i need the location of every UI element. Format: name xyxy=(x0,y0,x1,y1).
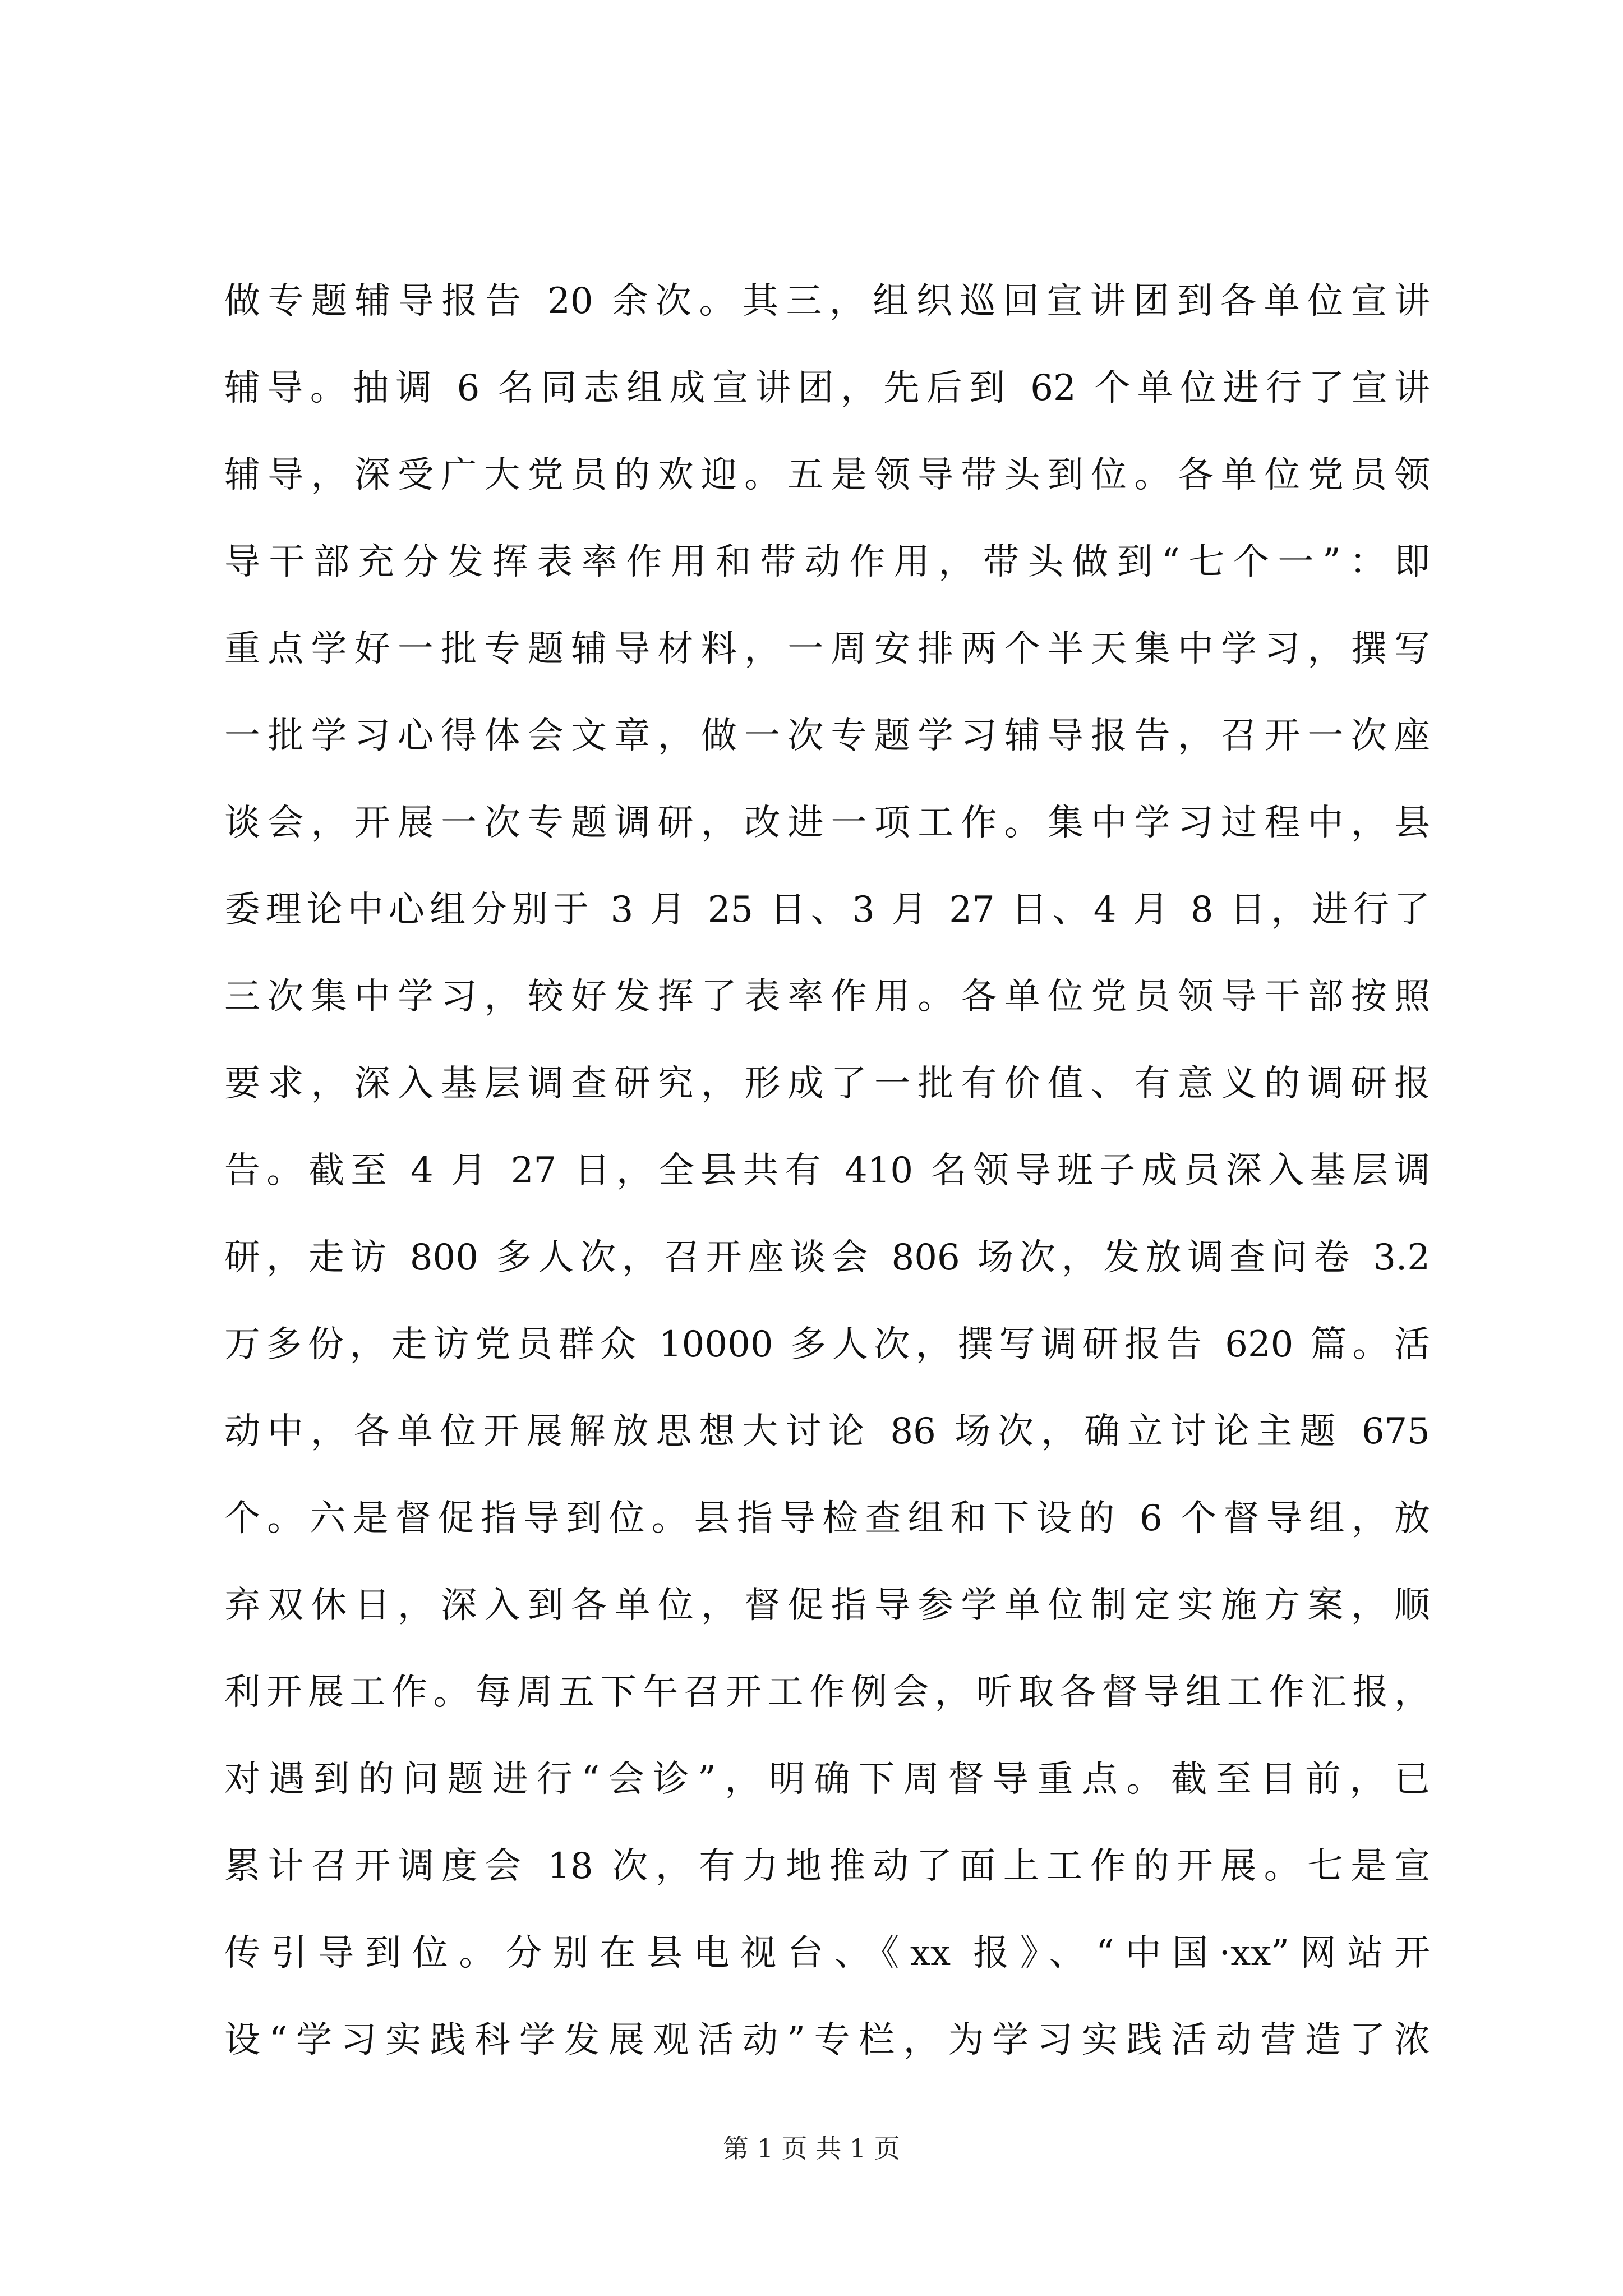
text-line: 传引导到位。分别在县电视台、《xx 报》、“中国·xx”网站开 xyxy=(224,1932,1430,1974)
text-line: 累计召开调度会 18 次，有力地推动了面上工作的开展。七是宣 xyxy=(224,1846,1430,1887)
text-line: 三次集中学习，较好发挥了表率作用。各单位党员领导干部按照 xyxy=(224,976,1430,1018)
text-line: 设“学习实践科学发展观活动”专栏，为学习实践活动营造了浓 xyxy=(224,2019,1430,2061)
text-line: 动中，各单位开展解放思想大讨论 86 场次，确立讨论主题 675 xyxy=(224,1411,1430,1452)
text-line: 弃双休日，深入到各单位，督促指导参学单位制定实施方案，顺 xyxy=(224,1585,1430,1626)
body-text xyxy=(224,258,1430,2084)
text-line: 万多份，走访党员群众 10000 多人次，撰写调研报告 620 篇。活 xyxy=(224,1324,1430,1365)
text-line: 导干部充分发挥表率作用和带动作用，带头做到“七个一”：即 xyxy=(224,541,1430,583)
text-line: 告。截至 4 月 27 日，全县共有 410 名领导班子成员深入基层调 xyxy=(224,1150,1430,1191)
text-line: 做专题辅导报告 20 余次。其三，组织巡回宣讲团到各单位宣讲 xyxy=(224,280,1430,322)
page-number-label: 第 1 页 共 1 页 xyxy=(723,2133,900,2164)
text-line: 要求，深入基层调查研究，形成了一批有价值、有意义的调研报 xyxy=(224,1063,1430,1105)
text-line: 重点学好一批专题辅导材料，一周安排两个半天集中学习，撰写 xyxy=(224,628,1430,670)
text-line: 辅导，深受广大党员的欢迎。五是领导带头到位。各单位党员领 xyxy=(224,454,1430,496)
text-line: 一批学习心得体会文章，做一次专题学习辅导报告，召开一次座 xyxy=(224,715,1430,757)
text-line: 委理论中心组分别于 3 月 25 日、3 月 27 日、4 月 8 日，进行了 xyxy=(224,889,1430,931)
text-line: 利开展工作。每周五下午召开工作例会，听取各督导组工作汇报， xyxy=(224,1672,1430,1713)
text-line: 谈会，开展一次专题调研，改进一项工作。集中学习过程中，县 xyxy=(224,802,1430,844)
text-line: 个。六是督促指导到位。县指导检查组和下设的 6 个督导组，放 xyxy=(224,1498,1430,1539)
text-line: 研，走访 800 多人次，召开座谈会 806 场次，发放调查问卷 3.2 xyxy=(224,1237,1430,1278)
text-line: 辅导。抽调 6 名同志组成宣讲团，先后到 62 个单位进行了宣讲 xyxy=(224,367,1430,409)
text-line: 对遇到的问题进行“会诊”，明确下周督导重点。截至目前，已 xyxy=(224,1759,1430,1800)
page-footer xyxy=(0,2132,1623,2165)
